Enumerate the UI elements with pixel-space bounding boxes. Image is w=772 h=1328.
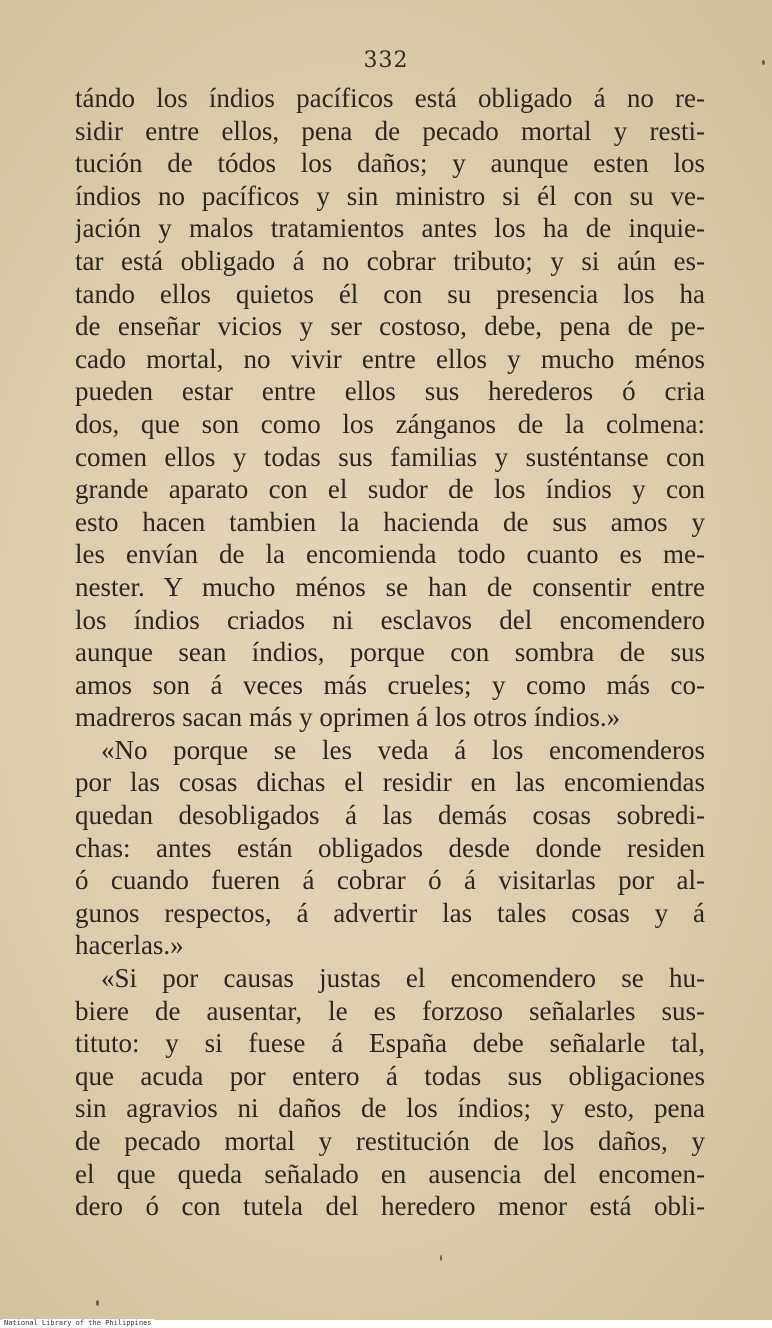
text-line: tar está obligado á no cobrar tributo; y si aún es- — [75, 245, 705, 276]
text-line: pueden estar entre ellos sus herederos ó cria — [75, 376, 705, 407]
paragraph-start-line: «Si por causas justas el encomendero se hu- — [101, 963, 705, 994]
text-line: grande aparato con el sudor de los índios y con — [75, 474, 705, 505]
text-line: de pecado mortal y restitución de los daños, y — [75, 1126, 705, 1156]
text-line: gunos respectos, á advertir las tales cosas y á — [75, 897, 705, 928]
library-credit: National Library of the Philippines — [4, 1319, 152, 1327]
text-line: tándo los índios pacíficos está obligado á no re- — [75, 83, 705, 113]
ink-speck — [440, 1255, 442, 1261]
ink-speck — [96, 1300, 99, 1306]
text-line: los índios criados ni esclavos del encomendero — [75, 604, 705, 635]
text-line: tituto: y si fuese á España debe señalarle tal, — [75, 1028, 705, 1059]
text-line: ó cuando fueren á cobrar ó á visitarlas por al- — [75, 865, 705, 896]
text-line: sin agravios ni daños de los índios; y esto, pena — [75, 1093, 705, 1124]
paragraph-end-line: hacerlas.» — [75, 930, 184, 961]
text-line: el que queda señalado en ausencia del encomen- — [75, 1158, 705, 1189]
text-line: índios no pacíficos y sin ministro si él con su ve- — [75, 180, 705, 211]
text-line: sidir entre ellos, pena de pecado mortal y resti- — [75, 115, 705, 146]
text-line: dos, que son como los zánganos de la colmena: — [75, 408, 705, 439]
text-line: comen ellos y todas sus familias y susténtanse con — [75, 441, 705, 472]
text-line: biere de ausentar, le es forzoso señalarles sus- — [75, 995, 705, 1026]
text-line: amos son á veces más crueles; y como más co- — [75, 669, 705, 700]
text-line: tución de tódos los daños; y aunque esten los — [75, 148, 705, 179]
ink-speck — [762, 60, 765, 65]
text-line: cado mortal, no vivir entre ellos y mucho ménos — [75, 343, 705, 374]
text-line: nester. Y mucho ménos se han de consentir entre — [75, 571, 705, 602]
text-line: de enseñar vicios y ser costoso, debe, pena de pe- — [75, 311, 705, 342]
body-text — [75, 82, 705, 1223]
text-line: chas: antes están obligados desde donde residen — [75, 832, 705, 863]
text-line: por las cosas dichas el residir en las encomiendas — [75, 767, 705, 798]
text-line: dero ó con tutela del heredero menor está obli- — [75, 1191, 705, 1222]
paragraph-start-line: «No porque se les veda á los encomenderos — [101, 734, 705, 765]
text-line: tando ellos quietos él con su presencia los ha — [75, 278, 705, 309]
text-line: aunque sean índios, porque con sombra de sus — [75, 637, 705, 668]
text-line: jación y malos tratamientos antes los ha de inquie- — [75, 213, 705, 244]
text-line: esto hacen tambien la hacienda de sus amos y — [75, 506, 705, 537]
page-number: 332 — [363, 48, 409, 73]
text-line: les envían de la encomienda todo cuanto es me- — [75, 539, 705, 570]
paragraph-end-line: madreros sacan más y oprimen á los otros índios.» — [75, 702, 621, 733]
text-line: quedan desobligados á las demás cosas sobredi- — [75, 800, 705, 831]
text-line: que acuda por entero á todas sus obligaciones — [75, 1060, 705, 1091]
